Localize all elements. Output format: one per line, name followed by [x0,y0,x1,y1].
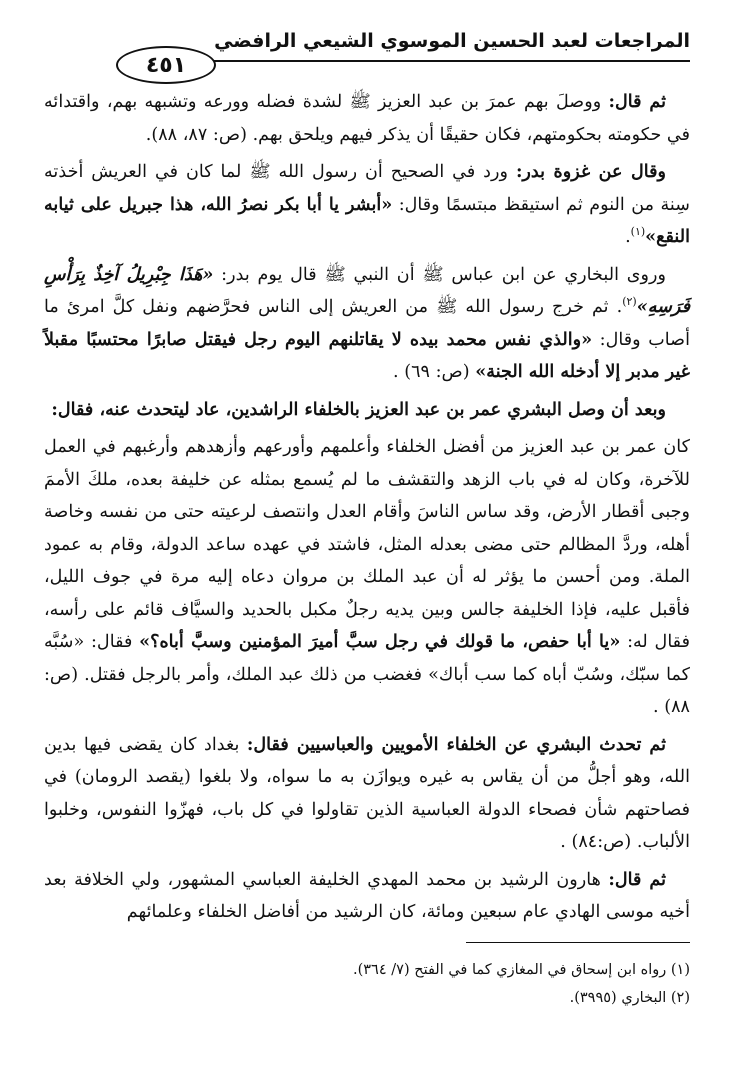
paragraph-text: ووصلَ بهم عمرَ بن عبد العزيز ﷺ لشدة فضله وورعه وتشبهه بهم، واقتدائه في حكومته بحكومتهم، فكان حقيقًا أن يذكر فيهم ويلحق بهم. (ص: ٨٧، ٨٨). [44,92,690,145]
paragraph-5 [44,431,690,724]
running-title: المراجعات لعبد الحسين الموسوي الشيعي الرافضي [214,30,690,52]
body-text [44,86,690,934]
hadith-quote: «هَذَا جِبْرِيلُ آخِذٌ بِرَأْسِ فَرَسِهِ» [44,263,690,317]
page-number: ٤٥١ [116,46,216,84]
hadith-quote: «والذي نفس محمد بيده لا يقاتلنهم اليوم رجل فيقتل صابرًا محتسبًا مقبلاً غير مدبر إلا أدخله الله الجنة» [44,328,690,382]
paragraph-end: (ص: ٦٩) . [393,362,476,382]
header-rule [174,60,690,62]
paragraph-3 [44,259,690,389]
paragraph-end: . [625,227,631,247]
paragraph-text: ورد في الصحيح أن رسول الله ﷺ لما كان في العريش أخذته سِنة من النوم ثم استيقظ مبتسمًا وقال: [44,162,690,215]
paragraph-text: هارون الرشيد بن محمد المهدي الخليفة العباسي المشهور، ولي الخلافة بعد أخيه موسى الهادي عام سبعين ومائة، كان الرشيد من أفاضل الخلفاء وعلمائهم [44,869,690,922]
paragraph-lead: ثم تحدث البشري عن الخلفاء الأمويين والعباسيين فقال: [246,733,666,755]
quote: «سُبَّه كما سبّك، وسُبّ أباه كما سب أباك» [44,632,690,685]
footnote-ref: (١) [630,225,646,239]
paragraph-4 [44,394,690,427]
paragraph-7 [44,864,690,929]
footnotes [44,956,690,1012]
footnote-separator [466,942,690,943]
paragraph-lead: وقال عن غزوة بدر: [515,161,666,182]
hadith-quote: «أبشر يا أبا بكر نصرُ الله، هذا جبريل على ثيابه النقع» [44,193,690,247]
paragraph-2 [44,156,690,254]
footnote-2: (٢) البخاري (٣٩٩٥). [569,990,690,1006]
paragraph-text: وروى البخاري عن ابن عباس ﷺ أن النبي ﷺ قال يوم بدر: [213,264,666,285]
paragraph-lead: ثم قال: [608,868,666,890]
paragraph-text: بغداد كان يقضى فيها بدين الله، وهو أجلُّ من أن يقاس به غيره ويوازَن به ما سواه، ولا بلغوا (يقصد الرومان) في فصاحتهم شأن فصحاء الدولة العباسية الذين تقاولوا في كل باب، فهزّوا النفوس، وخلبوا الألباب. (ص:٨٤) . [44,734,690,852]
footnote-ref: (٢) [622,295,637,309]
paragraph-text: كان عمر بن عبد العزيز من أفضل الخلفاء وأعلمهم وأورعهم وأزهدهم وأرغبهم في العمل للآخرة، وكان له في باب الزهد والتقشف ما لم يُسمع بمثله عن خليفة بعده، ملكَ الأممَ وجبى أقطار الأرض، وقد ساس الناسَ وأقام العدل وانتصف لرعيته حتى من نفسه وخاصة أهله، وردَّ المظالم حتى مضى بعدله المثل، فاشتد في عهده ساعد الدولة، وقام به عمود الملة. ومن أحسن ما يؤثر له أن عبد الملك بن مروان دعاه إليه مرة في جوف الليل، فأقبل عليه، فإذا الخليفة جالس وبين يديه رجلٌ مكبل بالحديد والسيَّاف قائم على رأسه، فقال له: [44,437,690,652]
footnote-1: (١) رواه ابن إسحاق في المغازي كما في الفتح (٧/ ٣٦٤). [352,962,690,978]
quote: «يا أبا حفص، ما قولك في رجل سبَّ أميرَ المؤمنين وسبَّ أباه؟» [139,631,621,652]
paragraph-lead: ثم قال: [608,91,666,112]
paragraph-text: . ثم خرج رسول الله ﷺ من العريش إلى الناس فحرَّضهم ونفل كلَّ امرئ ما أصاب وقال: [44,297,690,350]
page-header [44,26,690,78]
paragraph-lead: وبعد أن وصل البشري عمر بن عبد العزيز بالخلفاء الراشدين، عاد ليتحدث عنه، فقال: [51,398,666,420]
paragraph-text: فقال: [84,632,140,652]
paragraph-1 [44,86,690,151]
paragraph-6 [44,729,690,859]
paragraph-text: فغضب من ذلك عبد الملك، وأمر بالرجل فقتل. (ص: ٨٨) . [44,664,690,717]
